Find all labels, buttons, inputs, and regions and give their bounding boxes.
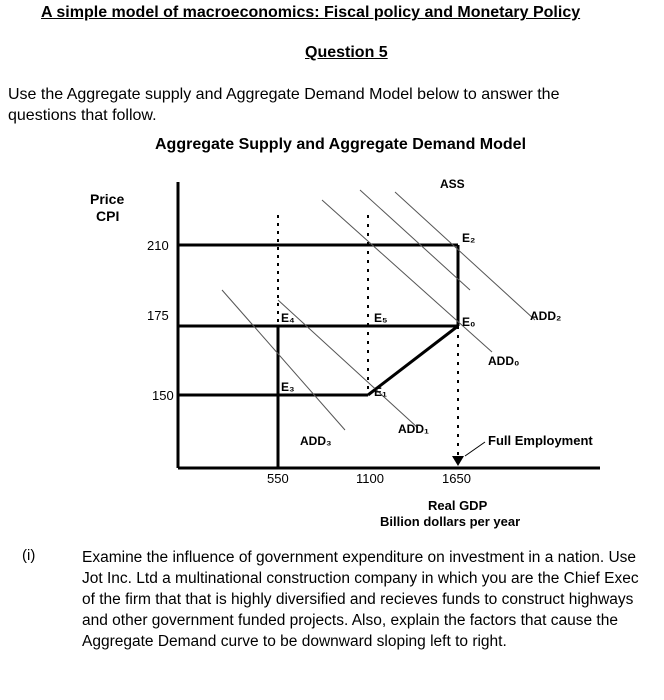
add2-label: ADD₂ <box>530 309 562 323</box>
x-tick-1650: 1650 <box>442 471 471 486</box>
x-tick-1100: 1100 <box>356 471 384 486</box>
add-upper-curve <box>360 190 470 290</box>
intro-text: Use the Aggregate supply and Aggregate Demand Model below to answer the questions that follow. <box>8 86 560 124</box>
add1-label: ADD₁ <box>398 422 429 436</box>
y-axis-label-line2: CPI <box>96 208 120 224</box>
e1-label: E₁ <box>374 385 387 399</box>
add1-curve <box>278 300 418 428</box>
y-tick-175: 175 <box>147 308 169 323</box>
e3-label: E₃ <box>281 380 295 394</box>
as-ad-chart <box>0 160 664 530</box>
e0-label: E₀ <box>462 315 476 329</box>
page-title: A simple model of macroeconomics: Fiscal policy and Monetary Policy <box>41 4 581 21</box>
question-heading: Question 5 <box>305 44 388 61</box>
question-text: Examine the influence of government expenditure on investment in a nation. Use Jot Inc. Ltd a multinational construction company in which you are the Chief Exec of the firm that that is highly diversified and recieves funds to construct highways and other government funded projects. Also, explain the factors that cause the Aggregate Demand curve to be downward sloping left to right. <box>82 549 639 650</box>
question-number: (i) <box>22 547 36 564</box>
x-tick-550: 550 <box>267 471 289 486</box>
x-axis-label-line2: Billion dollars per year <box>380 514 521 529</box>
add0-label: ADD₀ <box>488 354 520 368</box>
full-employment-label: Full Employment <box>488 433 593 448</box>
e4-label: E₄ <box>281 311 295 325</box>
y-tick-150: 150 <box>152 388 174 403</box>
e2-label: E₂ <box>462 231 476 245</box>
add0-curve <box>322 200 492 352</box>
add2-curve <box>395 192 535 320</box>
y-tick-210: 210 <box>147 238 169 253</box>
chart-title: Aggregate Supply and Aggregate Demand Model <box>155 136 527 153</box>
full-employment-pointer <box>465 442 485 456</box>
supply-label: ASS <box>440 177 465 191</box>
x-axis-label-line1: Real GDP <box>428 498 488 513</box>
full-employment-arrow <box>452 456 464 466</box>
add3-label: ADD₃ <box>300 434 332 448</box>
y-axis-label-line1: Price <box>90 191 125 207</box>
e5-label: E₅ <box>374 311 388 325</box>
